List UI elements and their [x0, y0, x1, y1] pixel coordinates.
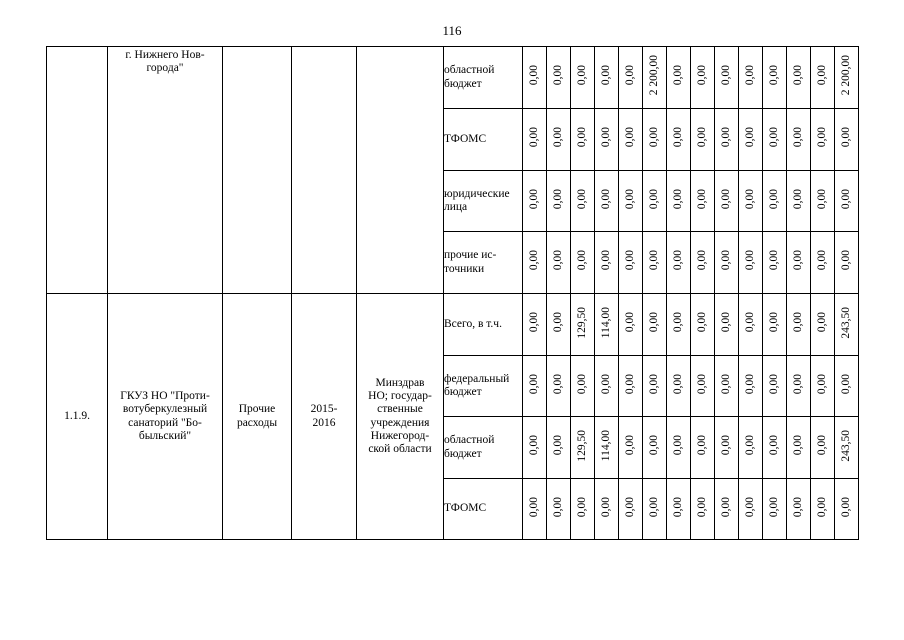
value-text: 0,00 [719, 373, 732, 394]
value-cell [667, 294, 691, 356]
value-text: 0,00 [551, 496, 564, 517]
value-cell [739, 479, 763, 540]
value-cell [667, 417, 691, 479]
value-text: 0,00 [767, 188, 780, 209]
value-text: 0,00 [815, 188, 828, 209]
value-text: 0,00 [623, 65, 636, 86]
value-text: 0,00 [839, 188, 852, 209]
executor: Минздрав НО; государ- ственные учреждения Нижегород- ской области [357, 294, 444, 540]
value-text: 0,00 [575, 188, 588, 209]
value-cell [595, 417, 619, 479]
value-cell [547, 171, 571, 232]
value-cell [571, 232, 595, 294]
value-text: 0,00 [623, 188, 636, 209]
value-cell [619, 47, 643, 109]
item-name: ГКУЗ НО "Проти- вотуберкулезный санаторий "Бо- быльский" [108, 294, 223, 540]
value-text: 0,00 [839, 496, 852, 517]
value-text: 0,00 [623, 373, 636, 394]
value-cell [787, 479, 811, 540]
value-text: 0,00 [767, 496, 780, 517]
value-text: 0,00 [743, 373, 756, 394]
value-cell [595, 47, 619, 109]
value-text: 2 200,00 [839, 55, 852, 96]
value-cell [763, 294, 787, 356]
value-text: 114,00 [599, 306, 612, 338]
value-text: 0,00 [599, 188, 612, 209]
value-text: 129,50 [575, 429, 588, 462]
value-text: 0,00 [767, 65, 780, 86]
value-text: 0,00 [647, 435, 660, 456]
expense-type [223, 47, 292, 294]
value-text: 0,00 [575, 127, 588, 148]
value-text: 0,00 [815, 496, 828, 517]
value-text: 0,00 [839, 373, 852, 394]
value-text: 0,00 [647, 188, 660, 209]
value-cell [715, 417, 739, 479]
value-text: 0,00 [695, 312, 708, 333]
value-cell [715, 356, 739, 417]
value-text: 0,00 [551, 65, 564, 86]
value-cell [571, 417, 595, 479]
value-cell [811, 171, 835, 232]
item-name: г. Нижнего Нов- города" [108, 47, 223, 294]
value-text: 0,00 [551, 373, 564, 394]
value-text: 0,00 [575, 250, 588, 271]
value-text: 0,00 [719, 496, 732, 517]
value-text: 0,00 [599, 373, 612, 394]
value-cell [595, 232, 619, 294]
value-cell [787, 417, 811, 479]
value-cell [811, 356, 835, 417]
value-text: 0,00 [815, 65, 828, 86]
value-cell [787, 232, 811, 294]
funding-source: федеральный бюджет [444, 356, 523, 417]
value-cell [547, 417, 571, 479]
value-cell [643, 294, 667, 356]
value-text: 0,00 [743, 496, 756, 517]
value-cell [595, 294, 619, 356]
value-cell [835, 356, 859, 417]
value-text: 0,00 [767, 373, 780, 394]
value-text: 0,00 [791, 312, 804, 333]
value-text: 0,00 [791, 127, 804, 148]
item-number [47, 47, 108, 294]
expense-type: Прочие расходы [223, 294, 292, 540]
value-cell [547, 479, 571, 540]
value-cell [571, 109, 595, 171]
value-cell [787, 47, 811, 109]
value-cell [811, 109, 835, 171]
value-text: 0,00 [719, 65, 732, 86]
value-cell [547, 232, 571, 294]
value-text: 0,00 [671, 312, 684, 333]
funding-source: ТФОМС [444, 479, 523, 540]
value-cell [811, 479, 835, 540]
funding-source: областной бюджет [444, 417, 523, 479]
value-text: 0,00 [527, 496, 540, 517]
value-text: 0,00 [575, 65, 588, 86]
value-text: 0,00 [623, 250, 636, 271]
value-cell [619, 417, 643, 479]
value-cell [763, 417, 787, 479]
value-text: 0,00 [695, 65, 708, 86]
value-cell [523, 479, 547, 540]
value-cell [739, 47, 763, 109]
value-text: 0,00 [767, 250, 780, 271]
value-text: 0,00 [719, 127, 732, 148]
value-text: 0,00 [671, 250, 684, 271]
value-cell [643, 171, 667, 232]
value-cell [643, 479, 667, 540]
value-cell [691, 47, 715, 109]
value-text: 0,00 [791, 373, 804, 394]
value-text: 0,00 [815, 373, 828, 394]
value-cell [595, 109, 619, 171]
value-text: 0,00 [551, 188, 564, 209]
value-cell [691, 479, 715, 540]
funding-source: ТФОМС [444, 109, 523, 171]
value-cell [619, 109, 643, 171]
value-cell [619, 294, 643, 356]
value-cell [523, 294, 547, 356]
budget-table [46, 46, 859, 540]
value-text: 0,00 [551, 250, 564, 271]
value-cell [811, 417, 835, 479]
value-cell [763, 47, 787, 109]
value-text: 0,00 [599, 250, 612, 271]
value-cell [667, 109, 691, 171]
value-text: 0,00 [647, 312, 660, 333]
value-cell [595, 479, 619, 540]
value-cell [523, 232, 547, 294]
value-text: 0,00 [791, 188, 804, 209]
value-cell [787, 294, 811, 356]
page-number: 116 [442, 23, 462, 38]
value-cell [523, 47, 547, 109]
value-cell [523, 356, 547, 417]
value-text: 0,00 [743, 435, 756, 456]
value-cell [715, 47, 739, 109]
value-cell [739, 232, 763, 294]
value-cell [643, 47, 667, 109]
budget-table-body [47, 47, 859, 540]
value-text: 0,00 [719, 188, 732, 209]
value-text: 0,00 [719, 250, 732, 271]
value-cell [643, 232, 667, 294]
value-text: 0,00 [671, 373, 684, 394]
value-cell [739, 294, 763, 356]
value-cell [715, 232, 739, 294]
value-text: 0,00 [575, 496, 588, 517]
value-cell [835, 294, 859, 356]
value-text: 0,00 [671, 435, 684, 456]
value-text: 0,00 [599, 127, 612, 148]
value-cell [667, 479, 691, 540]
value-cell [667, 171, 691, 232]
value-cell [835, 47, 859, 109]
value-cell [619, 479, 643, 540]
value-text: 0,00 [743, 127, 756, 148]
value-cell [811, 232, 835, 294]
value-text: 0,00 [695, 496, 708, 517]
value-text: 0,00 [527, 188, 540, 209]
value-text: 0,00 [623, 496, 636, 517]
value-text: 0,00 [791, 65, 804, 86]
value-cell [523, 171, 547, 232]
value-cell [691, 232, 715, 294]
value-text: 0,00 [695, 250, 708, 271]
value-cell [763, 232, 787, 294]
table-row [47, 47, 859, 109]
value-cell [787, 171, 811, 232]
value-cell [643, 417, 667, 479]
value-text: 0,00 [551, 435, 564, 456]
value-text: 0,00 [815, 435, 828, 456]
value-cell [691, 356, 715, 417]
value-cell [691, 171, 715, 232]
value-text: 0,00 [527, 65, 540, 86]
value-cell [787, 356, 811, 417]
value-cell [619, 356, 643, 417]
value-cell [523, 109, 547, 171]
value-cell [691, 109, 715, 171]
value-text: 0,00 [623, 312, 636, 333]
value-cell [835, 417, 859, 479]
value-text: 0,00 [791, 435, 804, 456]
value-cell [739, 417, 763, 479]
value-text: 243,50 [839, 306, 852, 339]
funding-source: прочие ис- точники [444, 232, 523, 294]
value-cell [835, 232, 859, 294]
value-cell [763, 171, 787, 232]
value-cell [595, 171, 619, 232]
value-text: 0,00 [695, 188, 708, 209]
value-text: 0,00 [623, 127, 636, 148]
value-text: 243,50 [839, 429, 852, 462]
value-text: 129,50 [575, 306, 588, 339]
value-cell [643, 109, 667, 171]
value-text: 0,00 [647, 373, 660, 394]
value-text: 0,00 [599, 65, 612, 86]
value-text: 0,00 [767, 127, 780, 148]
value-cell [667, 47, 691, 109]
value-cell [667, 232, 691, 294]
value-text: 0,00 [527, 250, 540, 271]
value-cell [835, 171, 859, 232]
value-cell [619, 171, 643, 232]
value-text: 0,00 [671, 496, 684, 517]
value-text: 0,00 [767, 312, 780, 333]
value-text: 0,00 [671, 127, 684, 148]
value-cell [835, 109, 859, 171]
value-text: 0,00 [839, 250, 852, 271]
value-cell [547, 294, 571, 356]
value-text: 0,00 [671, 65, 684, 86]
value-text: 0,00 [551, 312, 564, 333]
value-text: 0,00 [791, 496, 804, 517]
value-text: 0,00 [647, 250, 660, 271]
value-text: 0,00 [695, 435, 708, 456]
value-text: 0,00 [695, 127, 708, 148]
value-text: 0,00 [767, 435, 780, 456]
value-text: 0,00 [527, 312, 540, 333]
value-text: 0,00 [527, 373, 540, 394]
years: 2015- 2016 [292, 294, 357, 540]
value-text: 0,00 [527, 435, 540, 456]
value-cell [691, 294, 715, 356]
value-cell [595, 356, 619, 417]
value-text: 0,00 [839, 127, 852, 148]
funding-source: областной бюджет [444, 47, 523, 109]
value-text: 0,00 [719, 312, 732, 333]
value-text: 0,00 [743, 250, 756, 271]
value-text: 0,00 [575, 373, 588, 394]
value-cell [739, 109, 763, 171]
value-text: 0,00 [815, 250, 828, 271]
value-text: 2 200,00 [647, 55, 660, 96]
value-text: 0,00 [815, 127, 828, 148]
value-cell [835, 479, 859, 540]
value-text: 0,00 [743, 65, 756, 86]
value-cell [547, 47, 571, 109]
value-cell [715, 171, 739, 232]
funding-source: юридические лица [444, 171, 523, 232]
value-cell [811, 47, 835, 109]
value-cell [763, 356, 787, 417]
years [292, 47, 357, 294]
value-text: 0,00 [647, 127, 660, 148]
value-cell [571, 479, 595, 540]
value-text: 0,00 [623, 435, 636, 456]
value-cell [571, 171, 595, 232]
value-cell [739, 356, 763, 417]
value-cell [619, 232, 643, 294]
executor [357, 47, 444, 294]
funding-source: Всего, в т.ч. [444, 294, 523, 356]
value-cell [763, 479, 787, 540]
table-row [47, 294, 859, 356]
value-text: 0,00 [671, 188, 684, 209]
value-cell [667, 356, 691, 417]
value-cell [715, 109, 739, 171]
value-text: 0,00 [695, 373, 708, 394]
item-number: 1.1.9. [47, 294, 108, 540]
value-text: 0,00 [719, 435, 732, 456]
value-text: 0,00 [551, 127, 564, 148]
value-cell [715, 294, 739, 356]
value-cell [811, 294, 835, 356]
value-cell [715, 479, 739, 540]
value-text: 0,00 [647, 496, 660, 517]
value-cell [571, 47, 595, 109]
value-cell [643, 356, 667, 417]
value-cell [739, 171, 763, 232]
value-text: 0,00 [791, 250, 804, 271]
value-text: 0,00 [815, 312, 828, 333]
value-cell [571, 356, 595, 417]
value-text: 0,00 [743, 312, 756, 333]
value-text: 0,00 [599, 496, 612, 517]
value-cell [523, 417, 547, 479]
value-cell [787, 109, 811, 171]
value-cell [691, 417, 715, 479]
value-text: 0,00 [527, 127, 540, 148]
value-text: 114,00 [599, 429, 612, 461]
value-text: 0,00 [743, 188, 756, 209]
value-cell [547, 109, 571, 171]
value-cell [571, 294, 595, 356]
value-cell [763, 109, 787, 171]
value-cell [547, 356, 571, 417]
